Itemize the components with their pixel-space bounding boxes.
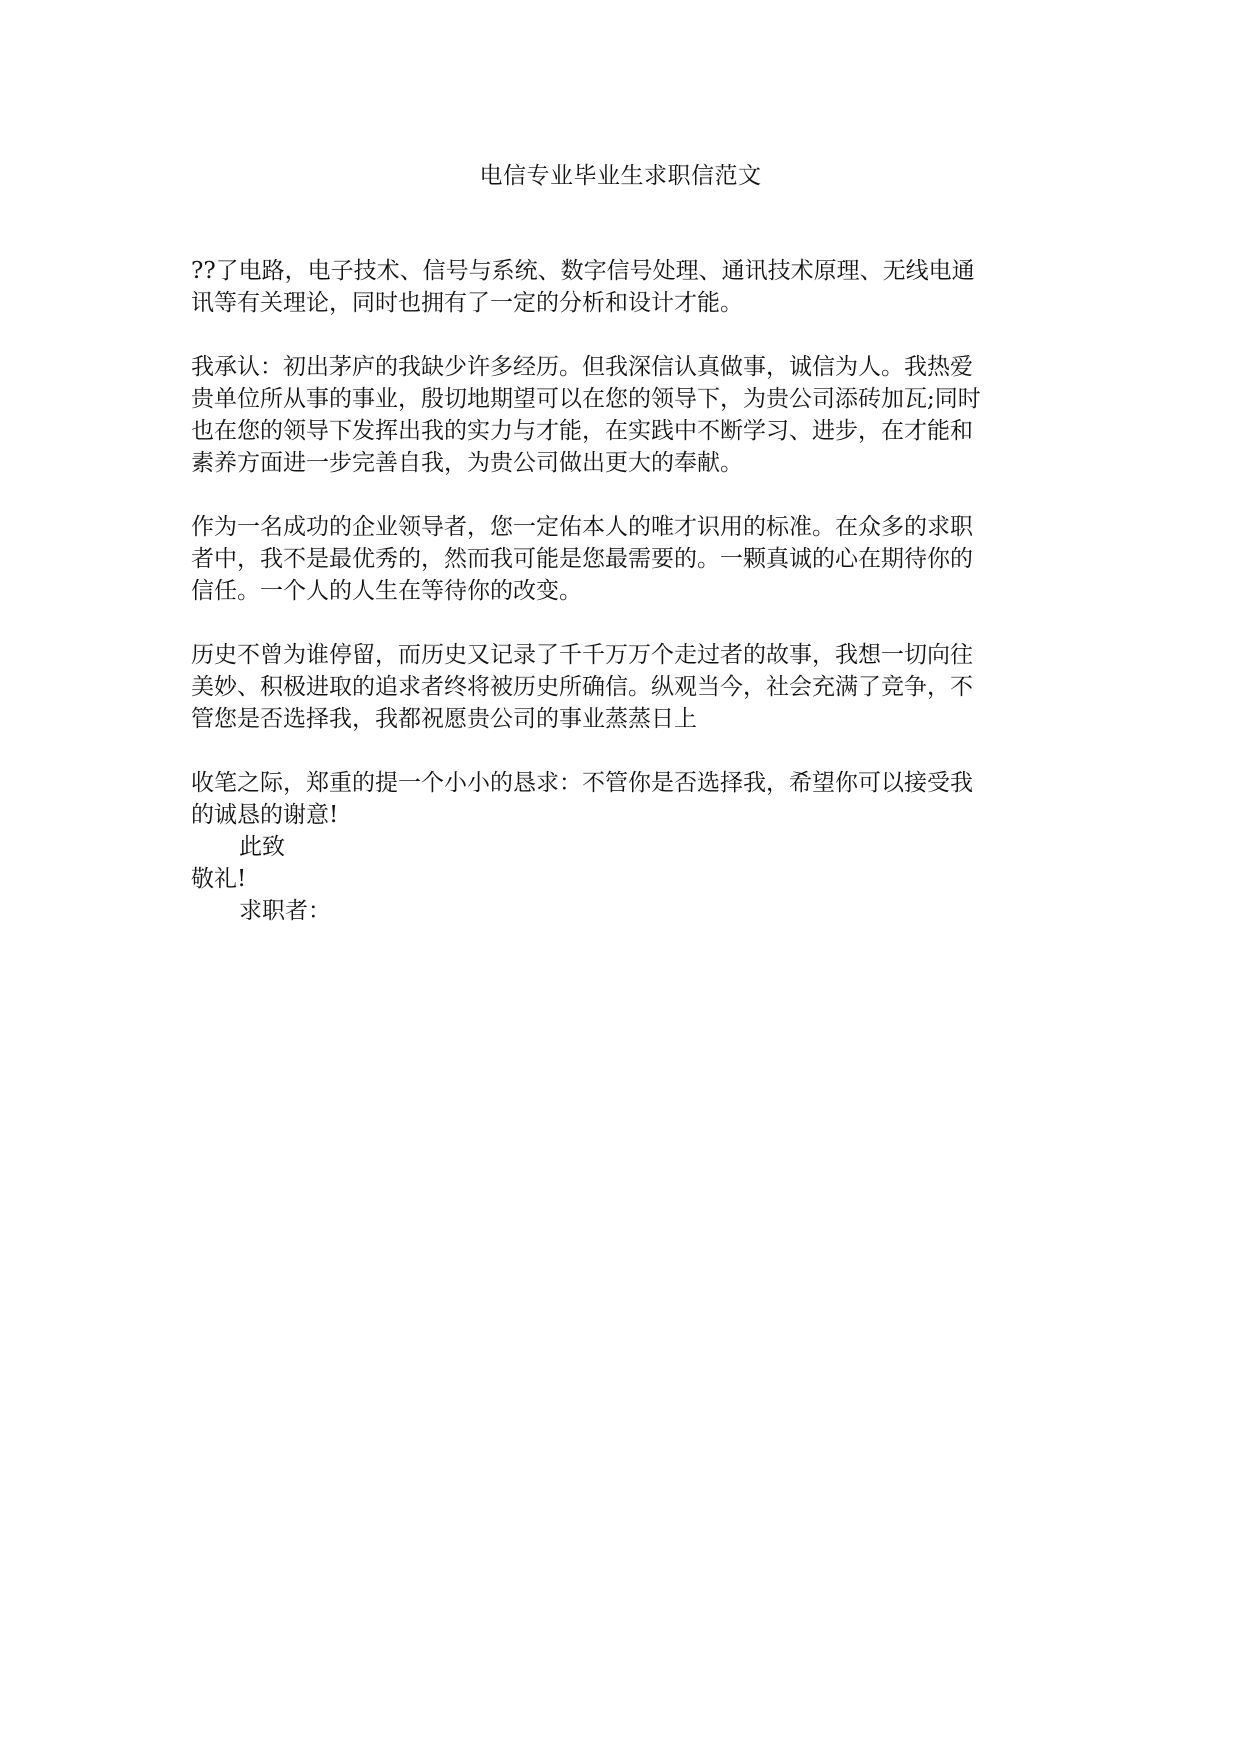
text-line: 素养方面进一步完善自我，为贵公司做出更大的奉献。 [191, 450, 743, 476]
text-line: 管您是否选择我，我都祝愿贵公司的事业蒸蒸日上 [191, 706, 697, 732]
closing-salutation: 此致 [239, 834, 285, 860]
text-line: 收笔之际，郑重的提一个小小的恳求：不管你是否选择我，希望你可以接受我 [191, 770, 973, 796]
text-line: 信任。一个人的人生在等待你的改变。 [191, 578, 582, 604]
text-line: 讯等有关理论，同时也拥有了一定的分析和设计才能。 [191, 290, 743, 316]
text-line: 也在您的领导下发挥出我的实力与才能，在实践中不断学习、进步，在才能和 [191, 418, 973, 444]
text-line: 我承认：初出茅庐的我缺少许多经历。但我深信认真做事，诚信为人。我热爱 [191, 354, 973, 380]
text-line: 历史不曾为谁停留，而历史又记录了千千万万个走过者的故事，我想一切向往 [191, 642, 973, 668]
text-line: 者中，我不是最优秀的，然而我可能是您最需要的。一颗真诚的心在期待你的 [191, 546, 973, 572]
closing-block [191, 831, 1051, 927]
paragraph-4 [191, 639, 1051, 735]
paragraph-3 [191, 511, 1051, 607]
closing-signature: 求职者： [239, 898, 331, 924]
paragraph-2 [191, 351, 1051, 479]
text-line: 作为一名成功的企业领导者，您一定佑本人的唯才识用的标准。在众多的求职 [191, 514, 973, 540]
letter-body [191, 255, 1051, 927]
text-line: 美妙、积极进取的追求者终将被历史所确信。纵观当今，社会充满了竞争，不 [191, 674, 973, 700]
text-line: 的诚恳的谢意! [191, 802, 339, 828]
text-line: ??了电路，电子技术、信号与系统、数字信号处理、通讯技术原理、无线电通 [191, 258, 975, 284]
paragraph-1 [191, 255, 1051, 319]
closing-regards: 敬礼! [191, 866, 247, 892]
paragraph-5 [191, 767, 1051, 831]
document-title: 电信专业毕业生求职信范文 [479, 163, 762, 189]
text-line: 贵单位所从事的事业，殷切地期望可以在您的领导下，为贵公司添砖加瓦;同时 [191, 386, 981, 412]
